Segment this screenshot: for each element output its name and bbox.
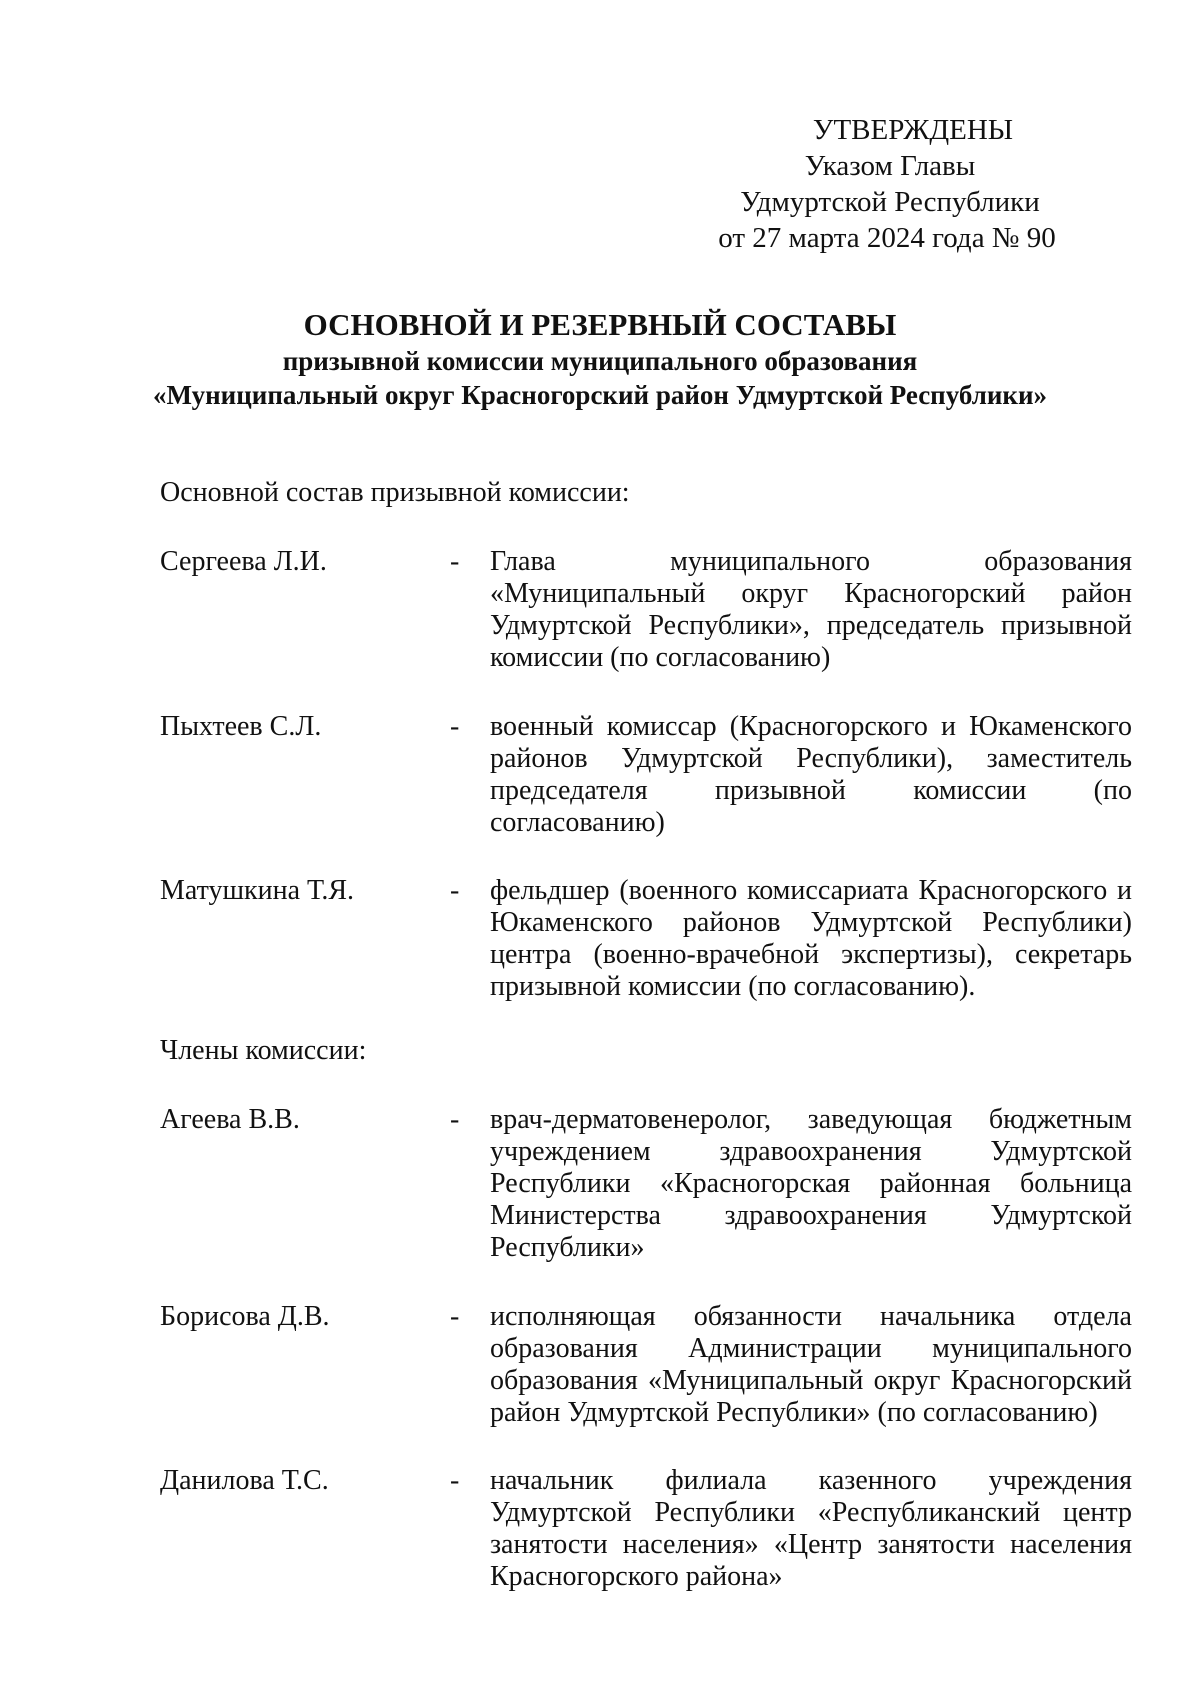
member-description: Глава муниципального образования «Муниципальный округ Красногорский район Удмуртской Республики», председатель призывной комиссии (по согласованию) (490, 546, 1132, 673)
member-description: начальник филиала казенного учреждения Удмуртской Республики «Республиканский центр занятости населения» «Центр занятости населения Красногорского района» (490, 1465, 1132, 1592)
members-heading: Члены комиссии: (160, 1035, 367, 1066)
member-description: фельдшер (военного комиссариата Красногорского и Юкаменского районов Удмуртской Республики) центра (военно-врачебной экспертизы), секретарь призывной комиссии (по согласованию). (490, 875, 1132, 1002)
dash-separator: - (450, 875, 460, 906)
member-description: врач-дерматовенеролог, заведующая бюджетным учреждением здравоохранения Удмуртской Республики «Красногорская районная больница Министерства здравоохранения Удмуртской Республики» (490, 1104, 1132, 1263)
approval-stamp-block (700, 112, 1080, 256)
approval-line-4: от 27 марта 2024 года № 90 (718, 222, 1056, 254)
member-name: Пыхтеев С.Л. (160, 711, 322, 742)
main-composition-heading: Основной состав призывной комиссии: (160, 477, 630, 508)
document-title (130, 306, 1070, 412)
member-name: Сергеева Л.И. (160, 546, 327, 577)
dash-separator: - (450, 1465, 460, 1496)
dash-separator: - (450, 1301, 460, 1332)
member-name: Матушкина Т.Я. (160, 875, 355, 906)
title-line-3: «Муниципальный округ Красногорский район Удмуртской Республики» (152, 380, 1048, 410)
dash-separator: - (450, 711, 460, 742)
member-description: военный комиссар (Красногорского и Юкаменского районов Удмуртской Республики), заместитель председателя призывной комиссии (по согласованию) (490, 711, 1132, 838)
approval-line-1: УТВЕРЖДЕНЫ (812, 114, 1014, 146)
approval-line-3: Удмуртской Республики (740, 186, 1040, 218)
approval-line-2: Указом Главы (804, 150, 976, 182)
title-line-1: ОСНОВНОЙ И РЕЗЕРВНЫЙ СОСТАВЫ (303, 307, 897, 342)
member-description: исполняющая обязанности начальника отдела образования Администрации муниципального образования «Муниципальный округ Красногорский район Удмуртской Республики» (по согласованию) (490, 1301, 1132, 1428)
member-name: Агеева В.В. (160, 1104, 300, 1135)
dash-separator: - (450, 546, 460, 577)
member-name: Данилова Т.С. (160, 1465, 329, 1496)
dash-separator: - (450, 1104, 460, 1135)
member-name: Борисова Д.В. (160, 1301, 330, 1332)
title-line-2: призывной комиссии муниципального образования (282, 346, 918, 376)
